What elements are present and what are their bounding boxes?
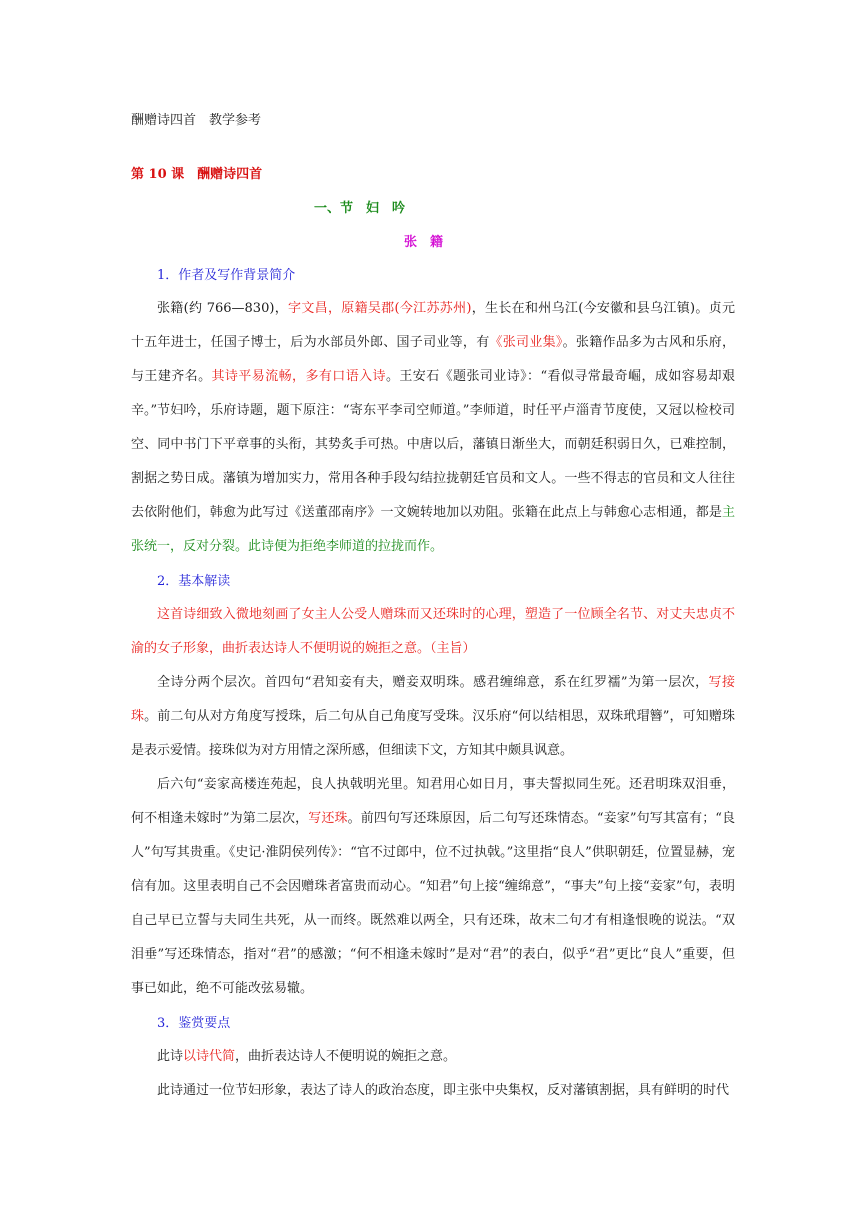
paragraph-background <box>131 394 735 564</box>
paragraph-appreciation-2: 此诗通过一位节妇形象，表达了诗人的政治态度，即主张中央集权，反对藩镇割据，具有鲜明的时代 <box>157 1083 730 1098</box>
paragraph-second-layer <box>131 768 735 1006</box>
text-span: ，生长在和州乌江(今安徽和县乌江镇)。贞元十五年进士，任国子博士，后为水部员外郎、国子司业等，有 <box>131 301 735 350</box>
section-heading-appreciation: 3．鉴赏要点 <box>157 1016 231 1031</box>
text-span: 。前二句从对方角度写授珠，后二句从自己角度写受珠。汉乐府“何以结相思，双珠玳瑁簪”，可知赠珠是表示爱情。接珠似为对方用情之深所感，但细读下文，方知其中颇具讽意。 <box>131 709 735 758</box>
text-span: 。前四句写还珠原因，后二句写还珠情态。“妾家”句写其富有；“良人”句写其贵重。《史记·淮阴侯列传》：“官不过郎中，位不过执戟。”这里指“良人”供职朝廷，位置显赫，宠信有加。这里表明自己不会因赠珠者富贵而动心。“知君”句上接“缠绵意”，“事夫”句上接“妾家”句，表明自己早已立誓与夫同生共死，从一而终。既然难以两全，只有还珠，故末二句才有相逢恨晚的说法。“双泪垂”写还珠情态，指对“君”的感激；“何不相逢未嫁时”是对“君”的表白，似乎“君”更比“良人”重要，但事已如此，绝不可能改弦易辙。 <box>131 811 735 996</box>
emphasis-span: 主张统一，反对分裂。此诗便为拒绝李师道的拉拢而作。 <box>131 505 735 554</box>
text-span: 此诗 <box>157 1049 184 1064</box>
text-span: 张籍(约 766—830)， <box>157 301 289 316</box>
highlight-span: 写接珠 <box>131 675 735 724</box>
document-title: 酬赠诗四首 教学参考 <box>131 113 262 128</box>
author-name: 张 籍 <box>404 235 444 250</box>
highlight-span: 写还珠 <box>308 811 348 826</box>
section-heading-interpretation: 2．基本解读 <box>157 574 231 589</box>
text-span: 后六句“妾家高楼连苑起，良人执戟明光里。知君用心如日月，事夫誓拟同生死。还君明珠双泪垂，何不相逢未嫁时”为第二层次， <box>131 777 735 826</box>
paragraph-theme: 这首诗细致入微地刻画了女主人公受人赠珠而又还珠时的心理，塑造了一位顾全名节、对丈夫忠贞不渝的女子形象，曲折表达诗人不便明说的婉拒之意。（主旨） <box>131 607 735 656</box>
text-span: 。王安石《题张司业诗》：“看似寻常最奇崛，成如容易却艰辛。” <box>131 369 735 418</box>
lesson-heading: 第 10 课 酬赠诗四首 <box>131 167 263 182</box>
highlight-span: 《张司业集》 <box>489 335 563 350</box>
highlight-span: 以诗代简 <box>183 1049 236 1064</box>
section-heading-background: 1．作者及写作背景简介 <box>157 268 296 283</box>
text-span: 节妇吟，乐府诗题，题下原注：“寄东平李司空师道。”李师道，时任平卢淄青节度使，又冠以检校司空、同中书门下平章事的头衔，其势炙手可热。中唐以后，藩镇日渐坐大，而朝廷积弱日久，已难控制，割据之势日成。藩镇为增加实力，常用各种手段勾结拉拢朝廷官员和文人。一些不得志的官员和文人往往去依附他们，韩愈为此写过《送董邵南序》一文婉转地加以劝阻。张籍在此点上与韩愈心志相通，都是 <box>131 403 735 520</box>
poem-title: 一、节 妇 吟 <box>314 201 406 216</box>
text-span: 全诗分两个层次。首四句“君知妾有夫，赠妾双明珠。感君缠绵意，系在红罗襦”为第一层次， <box>157 675 709 690</box>
text-span: 。张籍作品多为古风和乐府，与王建齐名。 <box>131 335 735 384</box>
text-span: ，曲折表达诗人不便明说的婉拒之意。 <box>235 1049 457 1064</box>
paragraph-appreciation-1 <box>131 1040 735 1074</box>
paragraph-first-layer <box>131 666 735 768</box>
highlight-span: 字文昌，原籍吴郡(今江苏苏州) <box>288 301 472 316</box>
highlight-span: 其诗平易流畅，多有口语入诗 <box>211 369 386 384</box>
